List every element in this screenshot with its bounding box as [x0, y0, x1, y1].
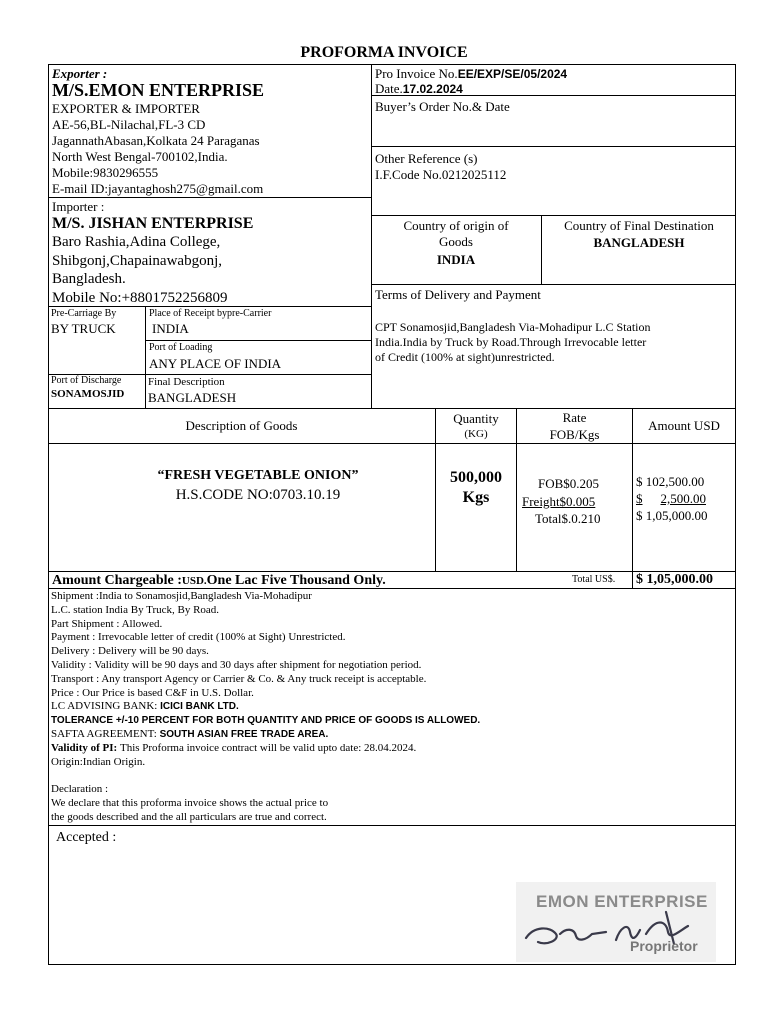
header-rate: Rate: [562, 410, 587, 425]
terms-delivery-line: of Credit (100% at sight)unrestricted.: [375, 350, 555, 364]
invoice-no-value: EE/EXP/SE/05/2024: [457, 67, 568, 81]
rate-total: Total$.0.210: [535, 511, 601, 526]
amount-freight-value: 2,500.00: [660, 491, 706, 506]
discharge-value: SONAMOSJID: [51, 388, 125, 400]
chargeable-words: One Lac Five Thousand Only.: [206, 573, 386, 588]
item-quantity-unit: Kgs: [462, 489, 490, 506]
if-code: I.F.Code No.0212025112: [375, 167, 507, 182]
amount-fob: $ 102,500.00: [636, 474, 705, 489]
invoice-no-label: Pro Invoice No.: [375, 66, 458, 81]
loading-value: ANY PLACE OF INDIA: [149, 356, 282, 371]
item-quantity: 500,000: [450, 469, 502, 486]
term-origin: Origin:Indian Origin.: [51, 755, 146, 768]
importer-name: M/S. JISHAN ENTERPRISE: [52, 215, 254, 232]
terms-section: [51, 590, 480, 825]
chargeable-label: Amount Chargeable :: [52, 573, 182, 588]
border-left: [48, 64, 49, 965]
divider: [371, 64, 372, 409]
term-validity-pi: [51, 742, 480, 756]
exporter-line: AE-56,BL-Nilachal,FL-3 CD: [52, 117, 206, 132]
exporter-line: JagannathAbasan,Kolkata 24 Paraganas: [52, 133, 260, 148]
header-description: Description of Goods: [185, 418, 298, 433]
term-payment: Payment : Irrevocable letter of credit (100% at Sight) Unrestricted.: [51, 631, 346, 644]
safta-value: SOUTH ASIAN FREE TRADE AREA.: [159, 728, 329, 740]
amount-freight: [636, 491, 706, 506]
stamp-title: Proprietor: [630, 938, 698, 954]
exporter-label: Exporter :: [52, 66, 108, 81]
exporter-line: E-mail ID:jayantaghosh275@gmail.com: [52, 181, 264, 196]
border-right: [735, 64, 736, 965]
term-safta: [51, 728, 480, 742]
term-shipment: Shipment :India to Sonamosjid,Bangladesh Via-Mohadipur: [51, 590, 312, 602]
divider: [145, 340, 372, 341]
terms-delivery-line: CPT Sonamosjid,Bangladesh Via-Mohadipur L.C Station: [375, 320, 651, 334]
validity-pi-label: Validity of PI:: [51, 741, 120, 754]
receipt-label: Place of Receipt bypre-Carrier: [149, 308, 272, 319]
term-transport: Transport : Any transport Agency or Carrier & Co. & Any truck receipt is acceptable.: [51, 672, 427, 685]
divider: [371, 215, 736, 216]
amount-freight-symbol: $: [636, 491, 643, 506]
divider: [145, 306, 146, 409]
exporter-line: North West Bengal-700102,India.: [52, 149, 228, 164]
exporter-address: [52, 101, 263, 197]
company-stamp: [516, 882, 716, 962]
destination-value: BANGLADESH: [593, 235, 685, 250]
importer-line: Shibgonj,Chapainawabgonj,: [52, 252, 222, 269]
item-name: “FRESH VEGETABLE ONION”: [157, 468, 359, 483]
rate-freight: Freight$0.005: [522, 494, 596, 509]
header-amount: Amount USD: [648, 418, 720, 433]
terms-delivery-label: Terms of Delivery and Payment: [375, 287, 541, 302]
lc-label: LC ADVISING BANK:: [51, 700, 161, 713]
rate-fob: FOB$0.205: [538, 476, 600, 491]
terms-delivery-text: [375, 320, 651, 365]
hs-code: H.S.CODE NO:0703.10.19: [175, 487, 341, 503]
declaration-line: We declare that this proforma invoice shows the actual price to: [51, 796, 329, 809]
invoice-no: [375, 66, 567, 82]
importer-label: Importer :: [52, 199, 105, 214]
destination-label: Country of Final Destination: [564, 218, 714, 233]
border-bottom: [48, 964, 736, 965]
header-quantity-unit: (KG): [464, 428, 488, 440]
term-validity: Validity : Validity will be 90 days and 30 days after shipment for negotiation period.: [51, 658, 422, 671]
amount-chargeable: [52, 572, 386, 590]
origin-value: INDIA: [436, 252, 476, 267]
lc-value: ICICI BANK LTD.: [160, 701, 239, 713]
amount-total: $ 1,05,000.00: [636, 508, 708, 523]
stamp-company: EMON ENTERPRISE: [536, 892, 708, 911]
divider: [48, 197, 372, 198]
terms-delivery-line: India.India by Truck by Road.Through Irrevocable letter: [375, 335, 647, 349]
discharge-label: Port of Discharge: [51, 375, 122, 386]
invoice-date: [375, 81, 463, 97]
importer-line: Bangladesh.: [52, 271, 126, 287]
exporter-name: M/S.EMON ENTERPRISE: [52, 80, 265, 100]
other-reference: Other Reference (s): [375, 151, 478, 166]
origin-label: Country of origin of Goods: [403, 218, 509, 249]
border-top: [48, 64, 736, 65]
page-title: PROFORMA INVOICE: [300, 44, 468, 61]
declaration-line: the goods described and the all particulars are true and correct.: [51, 810, 327, 823]
divider: [632, 408, 633, 588]
chargeable-currency: USD.: [181, 575, 207, 587]
total-value: $ 1,05,000.00: [636, 572, 713, 587]
divider: [371, 146, 736, 147]
header-quantity: Quantity: [453, 411, 499, 426]
final-value: BANGLADESH: [148, 390, 237, 405]
importer-line: Mobile No:+8801752256809: [52, 289, 228, 306]
pre-carriage-value: BY TRUCK: [51, 321, 116, 336]
term-lc-bank: [51, 700, 480, 714]
pre-carriage-label: Pre-Carriage By: [51, 308, 117, 319]
header-rate-unit: FOB/Kgs: [549, 427, 600, 442]
loading-label: Port of Loading: [149, 342, 213, 353]
divider: [48, 825, 736, 826]
exporter-line: Mobile:9830296555: [52, 165, 159, 180]
term-tolerance: TOLERANCE +/-10 PERCENT FOR BOTH QUANTITY AND PRICE OF GOODS IS ALLOWED.: [51, 715, 481, 727]
declaration-label: Declaration :: [51, 783, 109, 796]
accepted-label: Accepted :: [56, 830, 117, 845]
validity-pi-value: This Proforma invoice contract will be valid upto date: 28.04.2024.: [119, 741, 417, 754]
buyer-order: Buyer’s Order No.& Date: [375, 99, 510, 114]
importer-line: Baro Rashia,Adina College,: [52, 234, 221, 250]
exporter-line: EXPORTER & IMPORTER: [52, 101, 200, 116]
final-label: Final Description: [148, 376, 225, 388]
invoice-date-value: 17.02.2024: [402, 82, 463, 96]
importer-address: [52, 233, 228, 307]
divider: [371, 284, 736, 285]
term-delivery: Delivery : Delivery will be 90 days.: [51, 645, 209, 658]
safta-label: SAFTA AGREEMENT:: [51, 727, 160, 740]
term-part-shipment: Part Shipment : Allowed.: [51, 617, 163, 630]
spacer: [51, 769, 480, 783]
term-shipment-cont: L.C. station India By Truck, By Road.: [51, 603, 220, 616]
total-label: Total US$.: [572, 574, 616, 585]
term-price: Price : Our Price is based C&F in U.S. Dollar.: [51, 686, 254, 699]
invoice-date-label: Date.: [375, 81, 403, 96]
receipt-value: INDIA: [152, 321, 189, 336]
